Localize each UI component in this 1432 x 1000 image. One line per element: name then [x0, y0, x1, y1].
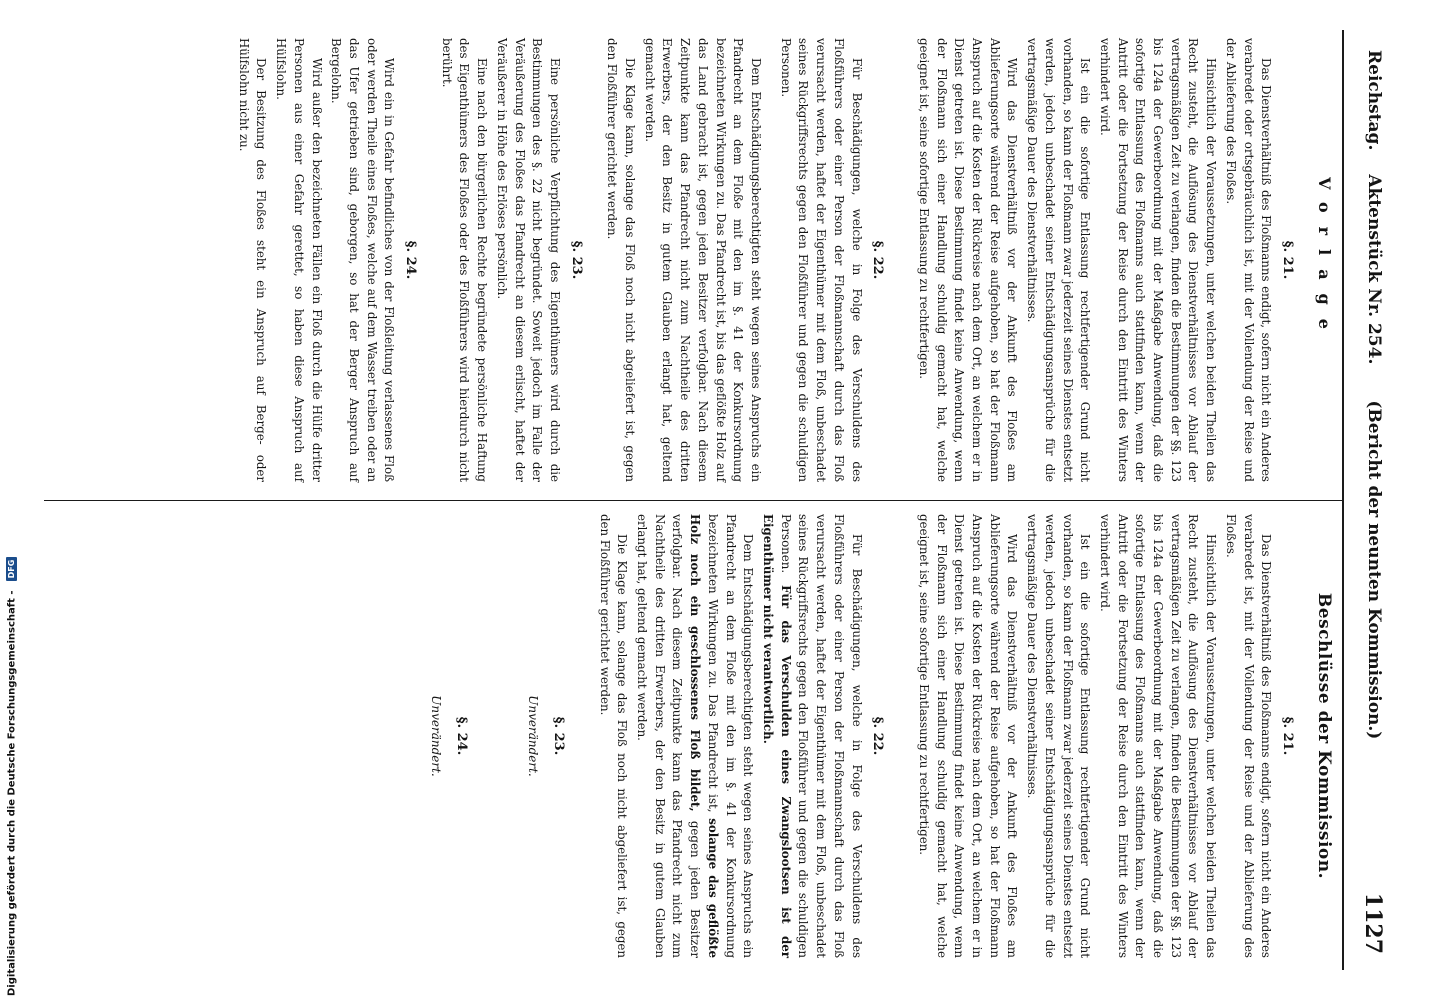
paragraph: Die Klage kann, solange das Floß noch nicht abgeliefert ist, gegen den Floßführer gerichtet werden.	[605, 38, 638, 482]
section-heading: §. 22.	[870, 240, 886, 280]
section-heading: §. 23.	[550, 716, 566, 756]
section-heading: §. 24.	[403, 240, 419, 280]
section-heading: §. 22.	[870, 716, 886, 756]
paragraph: Ist ein die sofortige Entlassung rechtfertigender Grund nicht vorhanden, so kann der Floßmann zwar jederzeit seines Dienstes entsetzt werden, jedoch unbeschadet seiner Entschädigungsansprüche für die vertragsmäßige Dauer des Dienstverhältnisses.	[1025, 38, 1093, 482]
inserted-amendment: Für das Verschulden eines Zwangslootsen ist der Eigenthümer nicht verantwortlich.	[761, 514, 793, 959]
section-heading: §. 21.	[1280, 240, 1295, 280]
section-heading: §. 23.	[568, 240, 584, 280]
paragraph-text: Für Beschädigungen, welche in Folge des Verschuldens des Floßführers oder einer Person der Floßmannschaft durch das Floß verursacht werden, haftet der Eigenthümer mit dem Floß, unbeschadet seines Rückgriffsrechts gegen den Floßführer und gegen die schuldigen Personen.	[778, 514, 864, 958]
left-column	[232, 38, 1302, 482]
dfg-logo-icon: DFG	[6, 557, 17, 581]
paragraph	[632, 514, 756, 958]
paragraph: Wird ein in Gefahr befindliches von der Floßleitung verlassenes Floß oder werden Theile eines Floßes, welche auf dem Wasser treiben oder an das Ufer getrieben sind, geborgen, so hat der Berger Anspruch auf Bergelohn.	[329, 38, 397, 482]
inserted-amendment: solange das geflößte Holz noch ein geschlossenes Floß bildet,	[688, 514, 720, 958]
paragraph: Eine persönliche Verpflichtung des Eigenthümers wird durch die Bestimmungen des §. 22 nicht begründet. Soweit jedoch im Falle der Veräußerung des Floßes das Pfandrecht an diesem erlischt, haftet der Veräußerer in Höhe des Erlöses persönlich.	[494, 38, 562, 482]
digitization-sidebar	[0, 0, 26, 1000]
header-document-number: Aktenstück Nr. 254.	[1364, 174, 1384, 365]
paragraph: Dem Entschädigungsberechtigten steht wegen seines Anspruchs ein Pfandrecht an dem Floße mit den im §. 41 der Konkursordnung bezeichneten Wirkungen zu. Das Pfandrecht ist, bis das geflößte Holz auf das Land gebracht ist, gegen jeden Besitzer verfolgbar. Nach diesem Zeitpunkte kann das Pfandrecht nicht zum Nachtheile des dritten Erwerbers, der den Besitz in gutem Glauben erlangt hat, geltend gemacht werden.	[642, 38, 764, 482]
page-number: 1127	[1360, 892, 1386, 954]
paragraph: Die Klage kann, solange das Floß noch nicht abgeliefert ist, gegen den Floßführer gerichtet werden.	[597, 514, 630, 958]
paragraph: Das Dienstverhältniß des Floßmanns endigt, sofern nicht ein Anderes verabredet oder ortsgebräuchlich ist, mit der Vollendung der Reise und der Ablieferung des Floßes.	[1223, 38, 1274, 482]
paragraph: Wird das Dienstverhältniß vor der Ankunft des Floßes am Ablieferungsorte während der Reise aufgehoben, so hat der Floßmann Anspruch auf die Kosten der Rückreise nach dem Ort, an welchem er in Dienst getreten ist. Diese Bestimmung findet keine Anwendung, wenn der Floßmann sich einer Handlung schuldig gemacht hat, welche geeignet ist, seine sofortige Entlassung zu rechtfertigen.	[916, 38, 1020, 482]
right-column-title: Beschlüsse der Kommission.	[1314, 592, 1334, 880]
right-column	[418, 514, 1302, 958]
paragraph: Für Beschädigungen, welche in Folge des Verschuldens des Floßführers oder einer Person der Floßmannschaft durch das Floß verursacht werden, haftet der Eigenthümer mit dem Floß, unbeschadet seines Rückgriffsrechts gegen den Floßführer und gegen die schuldigen Personen.	[778, 38, 864, 482]
digitization-credit	[6, 0, 20, 996]
header-report-title: (Bericht der neunten Kommission.)	[1364, 400, 1384, 740]
section-heading: §. 21.	[1280, 716, 1295, 756]
column-divider	[44, 500, 1344, 501]
paragraph: Hinsichtlich der Voraussetzungen, unter welchen beiden Theilen das Recht zusteht, die Auflösung des Dienstverhältnisses vor Ablauf der vertragsmäßigen Zeit zu verlangen, finden die Bestimmungen der §§. 123 bis 124a der Gewerbeordnung mit der Maßgabe Anwendung, daß die sofortige Entlassung des Floßmanns auch stattfinden kann, wenn der Antritt oder die Fortsetzung der Reise durch den Eintritt des Winters verhindert wird.	[1097, 38, 1219, 482]
left-column-title: Vorlage	[1315, 177, 1334, 343]
digitization-credit-text: Digitalisierung gefördert durch die Deutsche Forschungsgemeinschaft -	[6, 590, 18, 996]
paragraph-text: gegen jeden Besitzer verfolgbar. Nach diesem Zeitpunkte kann das Pfandrecht nicht zum Nachtheile des dritten Erwerbers, der den Besitz in gutem Glauben erlangt hat, geltend gemacht werden.	[635, 514, 703, 958]
paragraph: Eine nach den bürgerlichen Rechte begründete persönliche Haftung des Eigenthümers des Floßes oder des Floßführers wird hierdurch nicht berührt.	[439, 38, 490, 482]
page-content	[32, 30, 1392, 970]
paragraph: Hinsichtlich der Voraussetzungen, unter welchen beiden Theilen das Recht zusteht, die Auflösung des Dienstverhältnisses vor Ablauf der vertragsmäßigen Zeit zu verlangen, finden die Bestimmungen der §§. 123 bis 124a der Gewerbeordnung mit der Maßgabe Anwendung, daß die sofortige Entlassung des Floßmanns auch stattfinden kann, wenn der Antritt oder die Fortsetzung der Reise durch den Eintritt des Winters verhindert wird.	[1097, 514, 1219, 958]
paragraph: Wird außer den bezeichneten Fällen ein Floß durch die Hülfe dritter Personen aus einer Gefahr gerettet, so haben diese Anspruch auf Hülfslohn.	[274, 38, 324, 482]
paragraph	[758, 514, 864, 958]
unchanged-note: Unverändert.	[428, 695, 443, 777]
paragraph: Ist ein die sofortige Entlassung rechtfertigender Grund nicht vorhanden, so kann der Floßmann zwar jederzeit seines Dienstes entsetzt werden, jedoch unbeschadet seiner Entschädigungsansprüche für die vertragsmäßige Dauer des Dienstverhältnisses.	[1025, 514, 1093, 958]
section-heading: §. 24.	[453, 716, 469, 756]
paragraph: Der Besitzung des Floßes steht ein Anspruch auf Berge- oder Hülfslohn nicht zu.	[236, 38, 269, 482]
header-left: Reichstag.	[1364, 50, 1384, 151]
unchanged-note: Unverändert.	[526, 695, 541, 777]
paragraph: Wird das Dienstverhältniß vor der Ankunft des Floßes am Ablieferungsorte während der Reise aufgehoben, so hat der Floßmann Anspruch auf die Kosten der Rückreise nach dem Ort, an welchem er in Dienst getreten ist. Diese Bestimmung findet keine Anwendung, wenn der Floßmann sich einer Handlung schuldig gemacht hat, welche geeignet ist, seine sofortige Entlassung zu rechtfertigen.	[916, 514, 1020, 958]
page-header	[1344, 30, 1384, 970]
paragraph-text: Dem Entschädigungsberechtigten steht wegen seines Anspruchs ein Pfandrecht an dem Floße mit den im §. 41 der Konkursordnung bezeichneten Wirkungen zu. Das Pfandrecht ist,	[705, 514, 756, 958]
paragraph: Das Dienstverhältniß des Floßmanns endigt, sofern nicht ein Anderes verabredet ist, mit der Vollendung der Reise und der Ablieferung des Floßes.	[1223, 514, 1274, 958]
